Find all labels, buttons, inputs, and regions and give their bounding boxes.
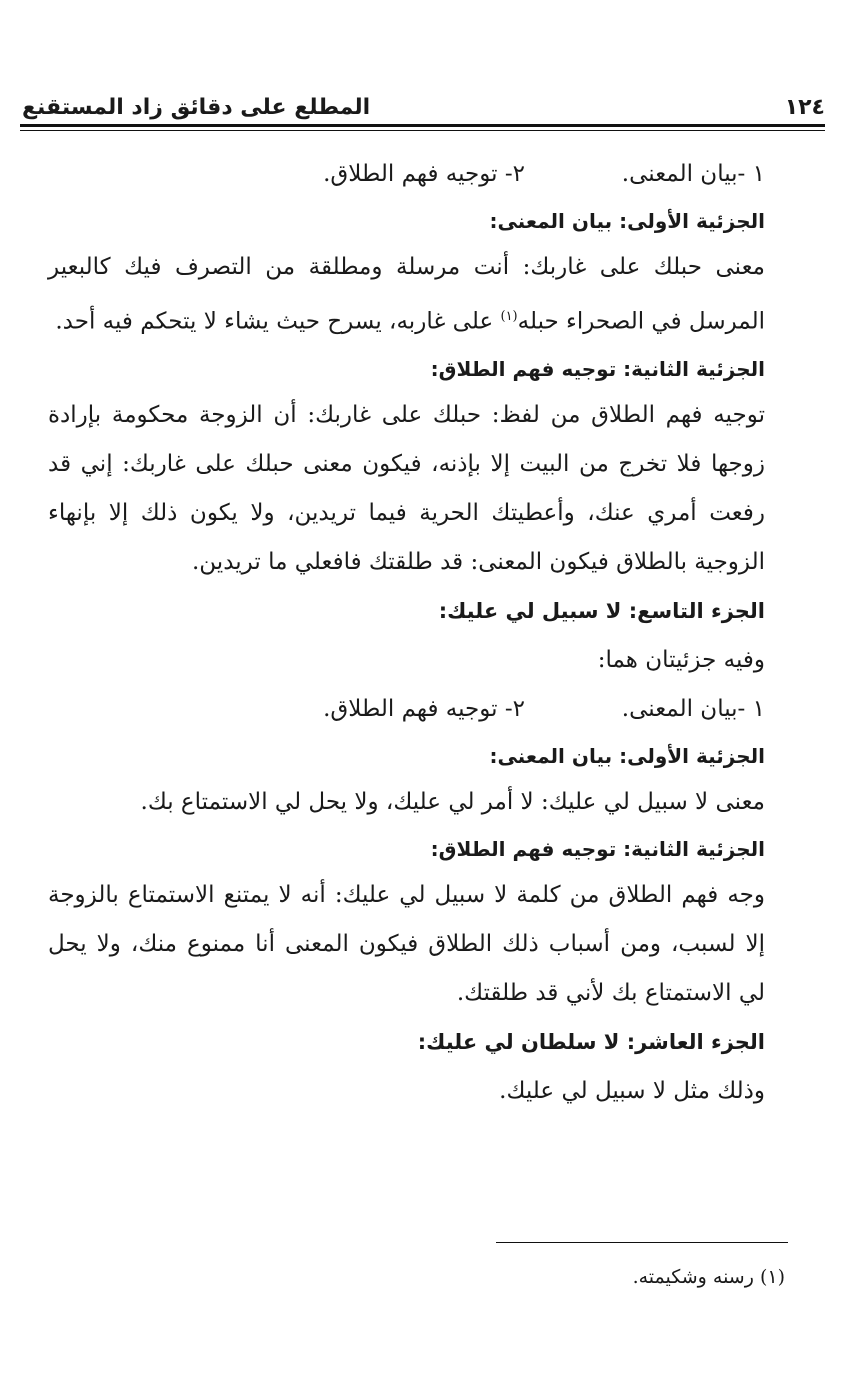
list-item: ٢- توجيه فهم الطلاق. — [323, 161, 525, 187]
book-title: المطلع على دقائق زاد المستقنع — [22, 95, 371, 120]
section-heading: الجزئية الثانية: توجيه فهم الطلاق: — [430, 356, 765, 381]
header-rule-thick — [20, 124, 825, 127]
footnote-rule — [496, 1242, 788, 1243]
paragraph-text: معنى حبلك على غاربك: أنت مرسلة ومطلقة من التصرف فيك كالبعير المرسل في الصحراء حبله — [48, 254, 765, 335]
paragraph: وفيه جزئيتان هما: — [597, 646, 765, 673]
section-heading: الجزئية الأولى: بيان المعنى: — [489, 209, 765, 233]
running-header — [22, 84, 825, 120]
paragraph: توجيه فهم الطلاق من لفظ: حبلك على غاربك: أن الزوجة محكومة بإرادة زوجها فلا تخرج من البيت إلا بإذنه، فيكون معنى حبلك على غاربك: إني قد رفعت أمري عنك، وأعطيتك الحرية فيما تريدين، ولا يكون ذلك إلا بإنهاء الزوجية بالطلاق فيكون المعنى: قد طلقتك فافعلي ما تريدين. — [48, 401, 765, 575]
paragraph: معنى لا سبيل لي عليك: لا أمر لي عليك، ولا يحل لي الاستمتاع بك. — [140, 788, 765, 815]
list-item: ٢- توجيه فهم الطلاق. — [323, 695, 525, 722]
page-body — [48, 150, 765, 1116]
paragraph: وذلك مثل لا سبيل لي عليك. — [499, 1077, 765, 1104]
footnote-ref: (١) — [500, 309, 518, 324]
part-heading: الجزء العاشر: لا سلطان لي عليك: — [417, 1029, 765, 1054]
list-points — [48, 685, 765, 734]
footnote: (١) رسنه وشكيمته. — [632, 1266, 785, 1288]
paragraph: وجه فهم الطلاق من كلمة لا سبيل لي عليك: أنه لا يمتنع الاستمتاع بالزوجة إلا لسبب، ومن أسباب ذلك الطلاق فيكون المعنى أنا ممنوع منك، ولا يحل لي الاستمتاع بك لأني قد طلقتك. — [48, 881, 765, 1006]
page-number: ١٢٤ — [784, 95, 825, 120]
header-rule-thin — [20, 130, 825, 131]
paragraph-text: على غاربه، يسرح حيث يشاء لا يتحكم فيه أحد. — [55, 308, 501, 335]
paragraph — [48, 243, 765, 347]
section-heading: الجزئية الثانية: توجيه فهم الطلاق: — [430, 836, 765, 861]
section-heading: الجزئية الأولى: بيان المعنى: — [489, 743, 765, 768]
list-item: ١ -بيان المعنى. — [621, 161, 765, 187]
list-points — [48, 150, 765, 199]
list-item: ١ -بيان المعنى. — [621, 695, 765, 722]
part-heading: الجزء التاسع: لا سبيل لي عليك: — [438, 598, 765, 623]
